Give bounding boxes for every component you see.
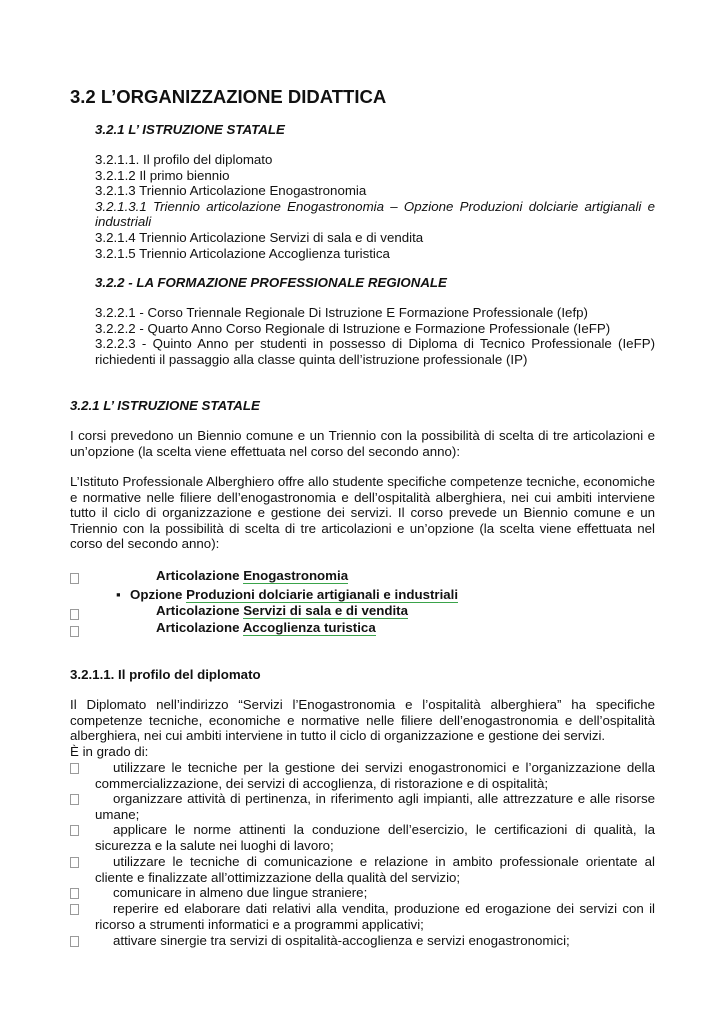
page-title: 3.2 L’ORGANIZZAZIONE DIDATTICA [70, 86, 387, 107]
toc-item: 3.2.1.1. Il profilo del diplomato [95, 152, 273, 167]
list-item: organizzare attività di pertinenza, in riferimento agli impianti, alle attrezzature e alle risorse umane; [70, 791, 655, 822]
articolazione-accoglienza: Articolazione Accoglienza turistica [156, 620, 376, 635]
toc-item: 3.2.2.2 - Quarto Anno Corso Regionale di Istruzione e Formazione Professionale (IeFP) [95, 320, 611, 336]
checkbox-glyph [70, 623, 79, 639]
toc-list-formazione [95, 305, 655, 367]
list-item: applicare le norme attinenti la conduzione dell’esercizio, le certificazioni di qualità, la sicurezza e la salute nei luoghi di lavoro; [70, 822, 655, 853]
toc-item: 3.2.1.5 Triennio Articolazione Accoglienza turistica [95, 245, 390, 261]
list-item: attivare sinergie tra servizi di ospitalità-accoglienza e servizi enogastronomici; [70, 933, 655, 949]
section-title-istruzione: 3.2.1 L’ ISTRUZIONE STATALE [70, 398, 260, 413]
list-item: utilizzare le tecniche di comunicazione e relazione in ambito professionale orientate al cliente e finalizzate all’ottimizzazione della qualità del servizio; [70, 854, 655, 885]
articolazione-enogastronomia: Articolazione Enogastronomia [156, 568, 349, 583]
toc-item: 3.2.2.1 - Corso Triennale Regionale Di Istruzione E Formazione Professionale (Iefp) [95, 305, 588, 320]
opzione-dolciarie: ▪ Opzione Produzioni dolciarie artigianali e industriali [116, 587, 459, 602]
list-item: utilizzare le tecniche per la gestione dei servizi enogastronomici e l’organizzazione della commercializzazione, dei servizi di accoglienza, di ristorazione e di ospitalità; [70, 760, 655, 791]
bullet-dot: ▪ [116, 587, 121, 602]
toc-item: 3.2.1.3.1 Triennio articolazione Enogastronomia – Opzione Produzioni dolciarie artigianali e industriali [95, 198, 655, 230]
toc-item: 3.2.1.2 Il primo biennio [95, 167, 230, 183]
checkbox-glyph [70, 606, 79, 622]
toc-section-title-formazione: 3.2.2 - LA FORMAZIONE PROFESSIONALE REGIONALE [95, 275, 447, 290]
articolazione-name: Enogastronomia [243, 568, 349, 583]
paragraph-intro: I corsi prevedono un Biennio comune e un Triennio con la possibilità di scelta di tre articolazioni e un’opzione (la scelta viene effettuata nel corso del secondo anno): [70, 428, 655, 459]
opzione-name: Produzioni dolciarie artigianali e industriali [186, 587, 459, 602]
toc-item: 3.2.1.4 Triennio Articolazione Servizi di sala e di vendita [95, 229, 424, 245]
toc-section-title-istruzione: 3.2.1 L’ ISTRUZIONE STATALE [95, 122, 285, 137]
list-item: reperire ed elaborare dati relativi alla vendita, produzione ed erogazione dei servizi con il ricorso a strumenti informatici e a programmi applicativi; [70, 901, 655, 932]
checkbox-glyph [70, 570, 79, 586]
paragraph-profilo: Il Diplomato nell’indirizzo “Servizi l’Enogastronomia e l’ospitalità alberghiera” ha specifiche competenze tecniche, economiche e normative nelle filiere dell’enogastronomia e dell’ospitalità alberghiera, nei cui ambiti interviene in tutto il ciclo di organizzazione e gestione dei servizi. [70, 697, 655, 744]
toc-item: 3.2.1.3 Triennio Articolazione Enogastronomia [95, 183, 367, 199]
lead-text: È in grado di: [70, 744, 149, 759]
toc-item: 3.2.2.3 - Quinto Anno per studenti in possesso di Diploma di Tecnico Professionale (IeFP) richiedenti il passaggio alla classe quinta dell’istruzione professionale (IP) [95, 336, 655, 367]
articolazione-servizi-sala: Articolazione Servizi di sala e di vendita [156, 603, 408, 618]
paragraph-istituto: L’Istituto Professionale Alberghiero offre allo studente specifiche competenze tecniche, economiche e normative nelle filiere dell’enogastronomia e dell’ospitalità alberghiera, nei cui ambiti interviene tutto il ciclo di organizzazione e gestione dei servizi. Il corso prevede un Biennio comune e un Triennio con la possibilità di scelta di tre articolazioni e un’opzione (la scelta viene effettuata nel corso del secondo anno): [70, 474, 655, 552]
articolazione-name: Accoglienza turistica [242, 620, 376, 635]
toc-list-istruzione [95, 152, 655, 261]
section-title-profilo: 3.2.1.1. Il profilo del diplomato [70, 667, 261, 682]
list-item: comunicare in almeno due lingue straniere; [70, 885, 655, 901]
articolazione-name: Servizi di sala e di vendita [243, 603, 408, 618]
